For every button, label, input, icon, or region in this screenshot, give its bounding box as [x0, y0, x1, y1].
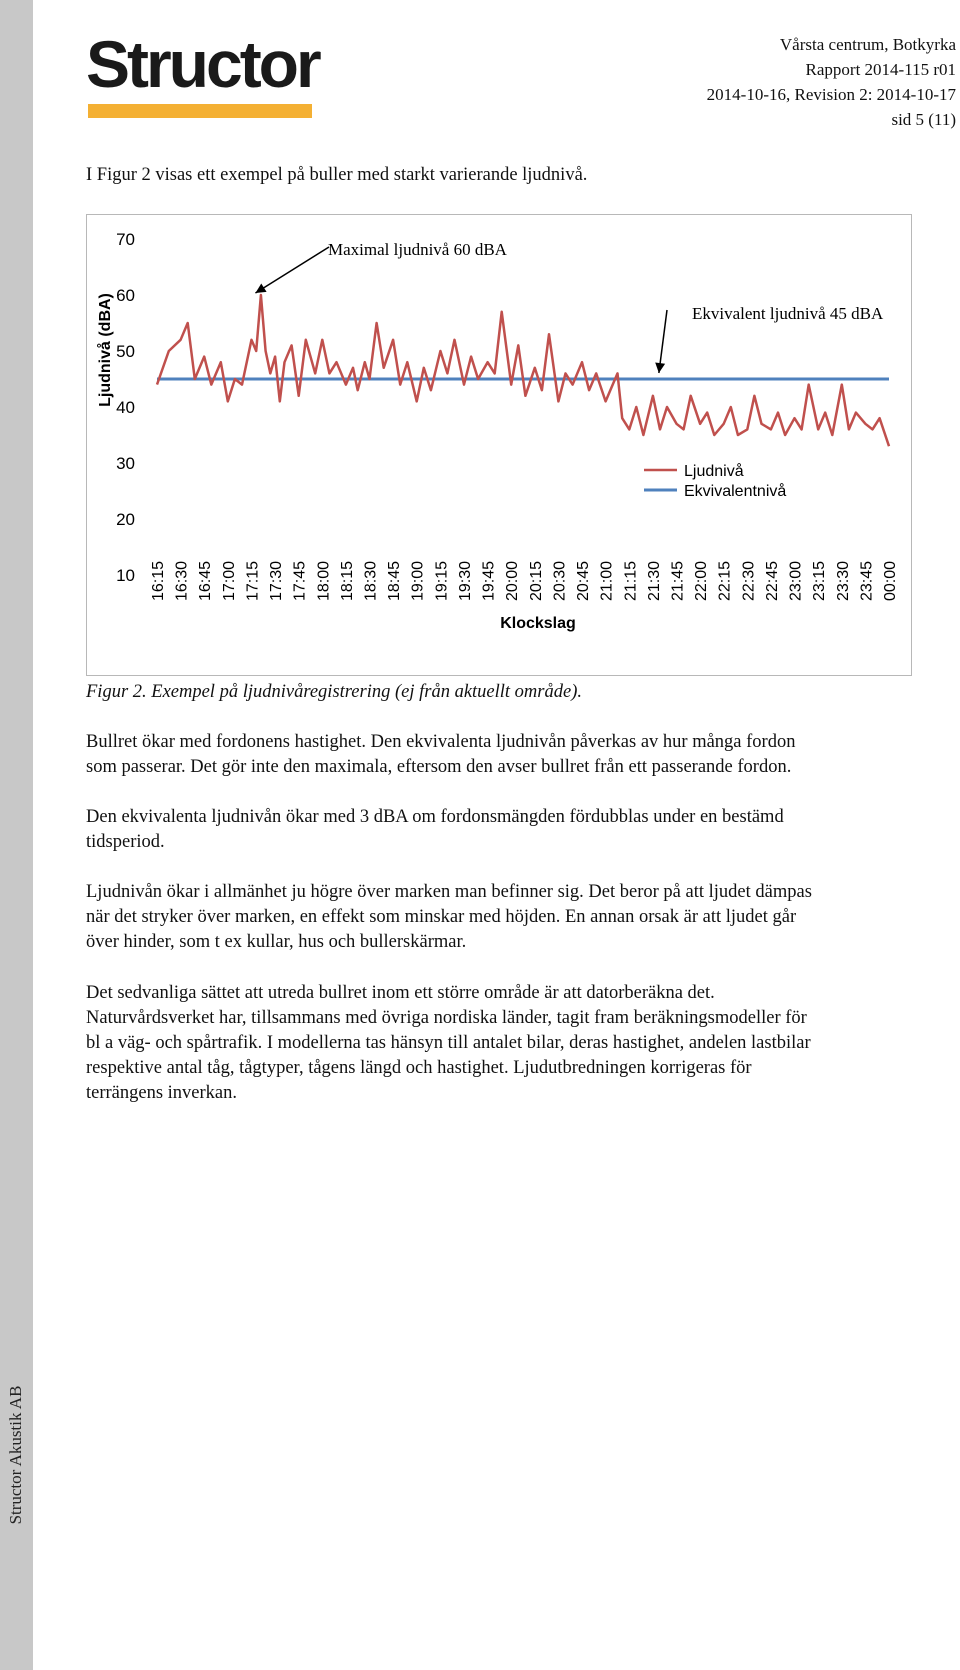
- x-tick-label: 18:30: [362, 560, 380, 601]
- x-tick-label: 23:15: [811, 560, 829, 601]
- x-tick-label: 19:00: [409, 560, 427, 601]
- y-tick-label: 10: [116, 566, 135, 585]
- paragraph-line: Naturvårdsverket har, tillsammans med övriga nordiska länder, tagit fram beräkningsmodeller för: [86, 1008, 807, 1028]
- x-tick-label: 20:15: [527, 560, 545, 601]
- x-tick-label: 19:15: [433, 560, 451, 601]
- x-tick-label: 21:45: [669, 560, 687, 601]
- x-tick-label: 20:00: [504, 560, 522, 601]
- x-tick-label: 20:30: [551, 560, 569, 601]
- page-number: sid 5 (11): [891, 110, 956, 129]
- legend-label-ekvivalentniva: Ekvivalentnivå: [684, 483, 787, 500]
- paragraph-line: respektive antal tåg, tågtyper, tågens längd och hastighet. Ljudutbredningen korrigeras för: [86, 1058, 752, 1078]
- x-axis-label: Klockslag: [500, 615, 576, 632]
- x-tick-label: 19:45: [480, 560, 498, 601]
- x-tick-label: 23:45: [858, 560, 876, 601]
- paragraph-line: över hinder, som t ex kullar, hus och bullerskärmar.: [86, 932, 467, 952]
- paragraph-line: Det sedvanliga sättet att utreda bullret inom ett större område är att datorberäkna det.: [86, 983, 715, 1003]
- logo-wordmark: Structor: [86, 27, 319, 101]
- report-date: 2014-10-16, Revision 2: 2014-10-17: [706, 85, 956, 104]
- company-logo: [86, 27, 319, 122]
- paragraph-line: Den ekvivalenta ljudnivån ökar med 3 dBA om fordonsmängden fördubblas under en bestämd: [86, 807, 784, 827]
- x-tick-label: 18:00: [315, 560, 333, 601]
- y-axis-label: Ljudnivå (dBA): [97, 293, 114, 407]
- annotation-max-label: Maximal ljudnivå 60 dBA: [328, 240, 507, 259]
- x-tick-label: 17:45: [291, 560, 309, 601]
- x-tick-label: 22:45: [763, 560, 781, 601]
- paragraph-line: terrängens inverkan.: [86, 1083, 238, 1103]
- x-tick-label: 21:30: [645, 560, 663, 601]
- paragraph-line: bl a väg- och spårtrafik. I modellerna tas hänsyn till antalet bilar, deras hastighet, andelen lastbilar: [86, 1033, 811, 1053]
- project-name: Vårsta centrum, Botkyrka: [779, 35, 956, 54]
- sidebar-company-text: Structor Akustik AB: [6, 1385, 25, 1525]
- x-tick-label: 18:45: [386, 560, 404, 601]
- y-tick-label: 60: [116, 286, 135, 305]
- chart-legend: [644, 462, 786, 500]
- y-tick-label: 40: [116, 398, 135, 417]
- noise-chart: [86, 214, 912, 676]
- x-tick-label: 22:00: [693, 560, 711, 601]
- x-tick-label: 00:00: [882, 560, 899, 601]
- paragraph-4: [86, 981, 946, 1106]
- annotation-eq-label: Ekvivalent ljudnivå 45 dBA: [692, 304, 884, 323]
- y-tick-label: 50: [116, 342, 135, 361]
- x-tick-label: 20:45: [575, 560, 593, 601]
- side-margin-bar: [0, 0, 33, 1670]
- intro-text: I Figur 2 visas ett exempel på buller med starkt varierande ljudnivå.: [86, 165, 588, 185]
- paragraph-3: [86, 880, 946, 955]
- paragraph-line: Ljudnivån ökar i allmänhet ju högre över marken man befinner sig. Det beror på att ljudet dämpas: [86, 882, 812, 902]
- paragraph-line: som passerar. Det gör inte den maximala, eftersom den avser bullret från ett passerande fordon.: [86, 757, 792, 777]
- x-tick-label: 17:15: [244, 560, 262, 601]
- x-tick-label: 17:30: [268, 560, 286, 601]
- legend-label-ljudniva: Ljudnivå: [684, 463, 744, 480]
- annotation-max-arrowhead: [255, 283, 266, 293]
- y-tick-label: 20: [116, 510, 135, 529]
- y-tick-label: 30: [116, 454, 135, 473]
- x-tick-label: 16:30: [173, 560, 191, 601]
- figure-caption: Figur 2. Exempel på ljudnivåregistrering (ej från aktuellt område).: [86, 682, 582, 702]
- x-tick-label: 16:15: [150, 560, 167, 601]
- annotation-max-arrow: [255, 247, 329, 293]
- x-tick-label: 21:15: [622, 560, 640, 601]
- x-tick-label: 22:30: [740, 560, 758, 601]
- report-number: Rapport 2014-115 r01: [805, 60, 956, 79]
- logo-underline-bar: [88, 104, 312, 118]
- paragraph-1: [86, 730, 946, 780]
- x-tick-label: 19:30: [456, 560, 474, 601]
- paragraph-line: tidsperiod.: [86, 832, 165, 852]
- y-tick-label: 70: [116, 230, 135, 249]
- chart-canvas: [87, 215, 913, 677]
- x-tick-label: 18:15: [338, 560, 356, 601]
- paragraph-line: när det stryker över marken, en effekt som minskar med höjden. En annan orsak är att ljudet går: [86, 907, 797, 927]
- paragraph-2: [86, 805, 946, 855]
- x-tick-label: 23:30: [834, 560, 852, 601]
- x-tick-label: 22:15: [716, 560, 734, 601]
- x-tick-label: 23:00: [787, 560, 805, 601]
- x-tick-label: 16:45: [197, 560, 215, 601]
- document-header-info: [707, 32, 956, 132]
- x-tick-label: 17:00: [220, 560, 238, 601]
- paragraph-line: Bullret ökar med fordonens hastighet. Den ekvivalenta ljudnivån påverkas av hur många fordon: [86, 732, 796, 752]
- annotation-eq-arrowhead: [655, 362, 665, 373]
- x-tick-label: 21:00: [598, 560, 616, 601]
